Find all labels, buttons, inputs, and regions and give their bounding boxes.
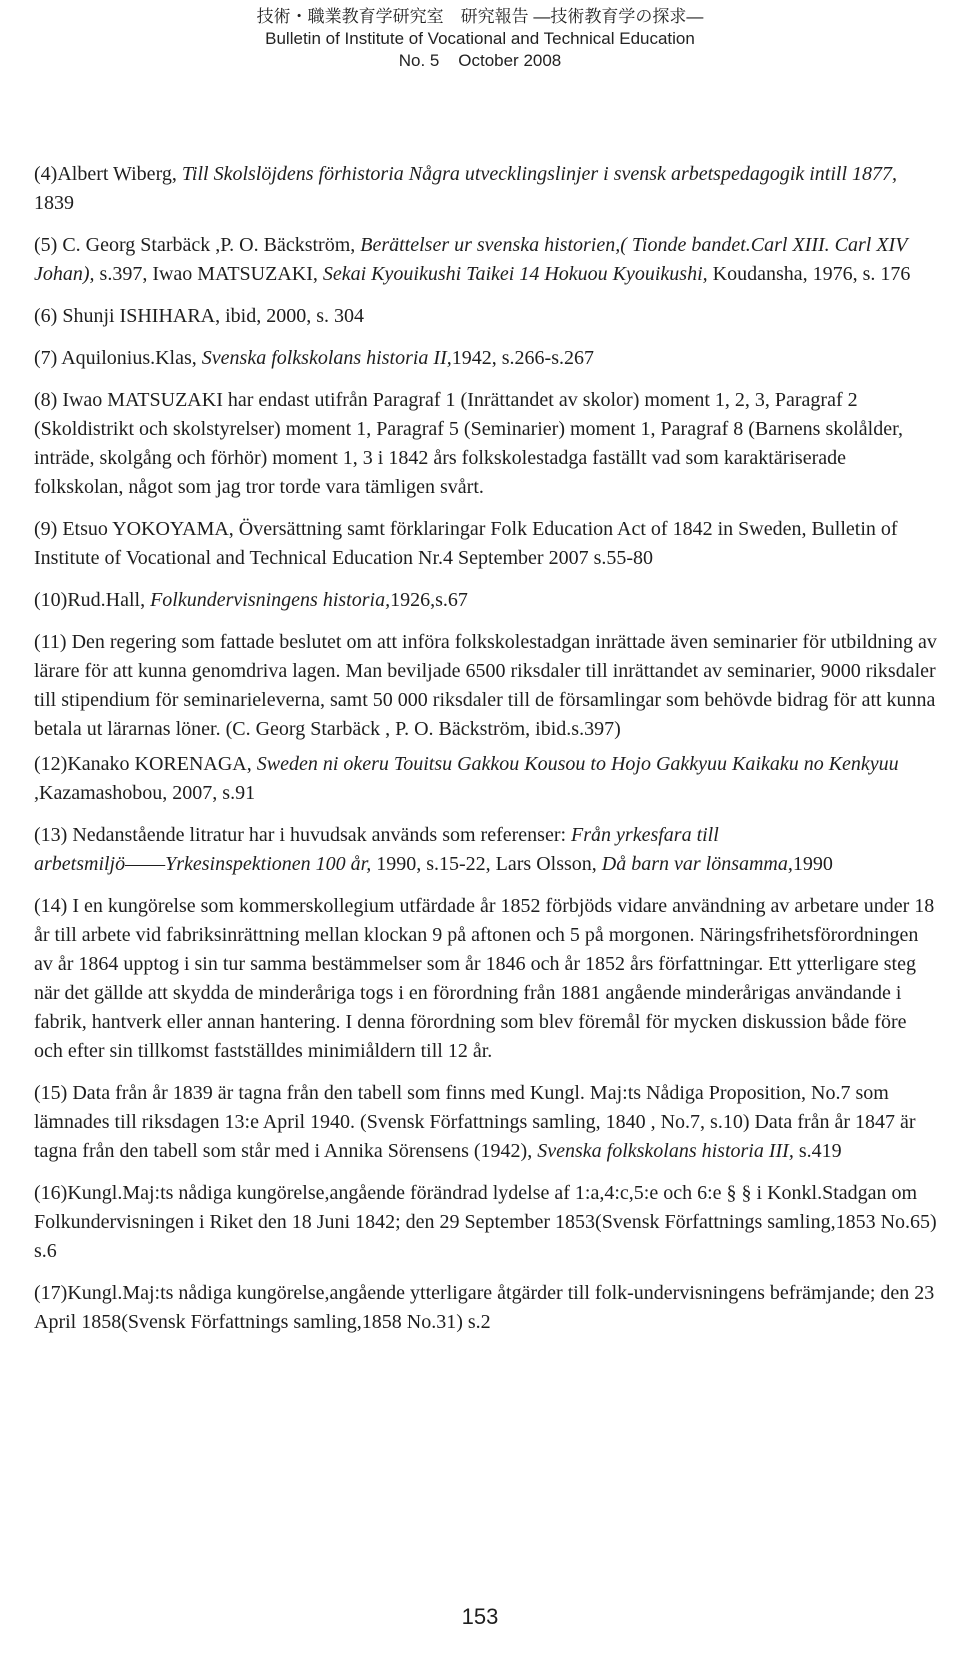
- note-9: (9) Etsuo YOKOYAMA, Översättning samt förklaringar Folk Education Act of 1842 in Sweden, Bulletin of Institute of Vocational and Technical Education Nr.4 September 2007 s.55-80: [34, 518, 898, 569]
- journal-header: [0, 6, 960, 72]
- note-10: [34, 586, 940, 615]
- note-4-year: 1839: [34, 192, 74, 214]
- note-13-title-2: Då barn var lönsamma,: [601, 853, 793, 875]
- note-13-title: Från yrkesfara till arbetsmiljö――Yrkesinspektionen 100 år,: [34, 824, 719, 875]
- note-14: (14) I en kungörelse som kommerskollegium utfärdade år 1852 förbjöds vidare användning av arbetare under 18 år till arbete vid fabriksinrättning mellan klockan 9 på aftonen och 5 på morgonen. Näringsfrihetsförordningen av år 1864 upptog i sin tur samma bestämmelser som år 1846 och år 1852 års författningar. Ett ytterligare steg när det gällde att skydda de minderåriga togs i en förordning från 1881 angående minderårigas användande i fabrik, hantverk eller annan hantering. I denna förordning som blev föremål för mycken diskussion både före och efter sin tillkomst fastställdes minimiåldern till 12 år.: [34, 895, 935, 1062]
- note-15-text: (15) Data från år 1839 är tagna från den tabell som finns med Kungl. Maj:ts Nådiga Proposition, No.7 som lämnades till riksdagen 13:e April 1940. (Svensk Författnings samling, 1840 , No.7, s.10) Data från år 1847 är tagna från den tabell som står med i Annika Sörensens (1942),: [34, 1082, 916, 1162]
- note-13: [34, 821, 940, 879]
- note-4-title: Till Skolslöjdens förhistoria Några utvecklingslinjer i svensk arbetspedagogik intill 1877,: [181, 163, 898, 185]
- note-10-year: 1926,s.67: [390, 589, 468, 611]
- note-7-pages: 1942, s.266-s.267: [451, 347, 594, 369]
- header-issue: No. 5 October 2008: [398, 51, 562, 70]
- note-7: [34, 344, 940, 373]
- note-12-title: Sweden ni okeru Touitsu Gakkou Kousou to Hojo Gakkyuu Kaikaku no Kenkyuu: [256, 753, 899, 775]
- note-15: [34, 1079, 940, 1166]
- note-11: (11) Den regering som fattade beslutet om att införa folkskolestadgan inrättade även seminarier för utbildning av lärare för att kunna genomdriva lagen. Man beviljade 6500 riksdaler till inrättandet av seminarier, 9000 riksdaler till stipendium för seminarieleverna, samt 50 000 riksdaler till de församlingar som behövde bidrag för att kunna betala ut lärarnas löner. (C. Georg Starbäck , P. O. Bäckström, ibid.s.397): [34, 631, 937, 740]
- footnotes-list: [34, 160, 940, 1350]
- note-15-title: Svenska folkskolans historia III,: [537, 1140, 794, 1162]
- note-6: (6) Shunji ISHIHARA, ibid, 2000, s. 304: [34, 305, 365, 327]
- note-13-intro: (13) Nedanstående litratur har i huvudsak används som referenser:: [34, 824, 572, 846]
- note-5-publisher: Koudansha, 1976, s. 176: [707, 263, 911, 285]
- note-13-year: 1990: [792, 853, 833, 875]
- note-12: [34, 750, 940, 808]
- note-7-author: (7) Aquilonius.Klas,: [34, 347, 202, 369]
- header-japanese-title: 技術・職業教育学研究室 研究報告 ―技術教育学の探求―: [256, 7, 704, 26]
- note-8: (8) Iwao MATSUZAKI har endast utifrån Paragraf 1 (Inrättandet av skolor) moment 1, 2, 3, Paragraf 2 (Skoldistrikt och skolstyrelser) moment 1, Paragraf 5 (Seminarier) moment 1, Paragraf 8 (Barnens skolålder, inträde, skolgång och förhör) moment 1, 3 i 1842 års folkskolestadga faställt vad som karaktäriserade folkskolan, något som jag tror torde vara tämligen svårt.: [34, 389, 903, 498]
- note-12-publisher: ,Kazamashobou, 2007, s.91: [34, 782, 256, 804]
- page-number: 153: [461, 1604, 499, 1629]
- note-5-ref: s.397, Iwao MATSUZAKI,: [94, 263, 323, 285]
- note-10-title: Folkundervisningens historia,: [150, 589, 391, 611]
- note-5-title: Berättelser ur svenska historien,( Tionde bandet.Carl XIII. Carl XIV Johan),: [34, 234, 908, 285]
- note-5-authors: (5) C. Georg Starbäck ,P. O. Bäckström,: [34, 234, 361, 256]
- note-4: [34, 160, 940, 218]
- note-10-author: (10)Rud.Hall,: [34, 589, 151, 611]
- note-16: (16)Kungl.Maj:ts nådiga kungörelse,angående förändrad lydelse af 1:a,4:c,5:e och 6:e § § i Konkl.Stadgan om Folkundervisningen i Riket den 18 Juni 1842; den 29 September 1853(Svensk Författnings samling,1853 No.65) s.6: [34, 1182, 937, 1262]
- note-13-ref: 1990, s.15-22, Lars Olsson,: [371, 853, 602, 875]
- note-5-title-2: Sekai Kyouikushi Taikei 14 Hokuou Kyouikushi,: [322, 263, 708, 285]
- note-12-author: (12)Kanako KORENAGA,: [34, 753, 257, 775]
- note-5: [34, 231, 940, 289]
- note-7-title: Svenska folkskolans historia II,: [201, 347, 452, 369]
- note-17: (17)Kungl.Maj:ts nådiga kungörelse,angående ytterligare åtgärder till folk-undervisningens befrämjande; den 23 April 1858(Svensk Författnings samling,1858 No.31) s.2: [34, 1282, 935, 1333]
- note-15-page: s.419: [793, 1140, 842, 1162]
- header-english-title: Bulletin of Institute of Vocational and Technical Education: [265, 29, 695, 48]
- note-4-author: (4)Albert Wiberg,: [34, 163, 182, 185]
